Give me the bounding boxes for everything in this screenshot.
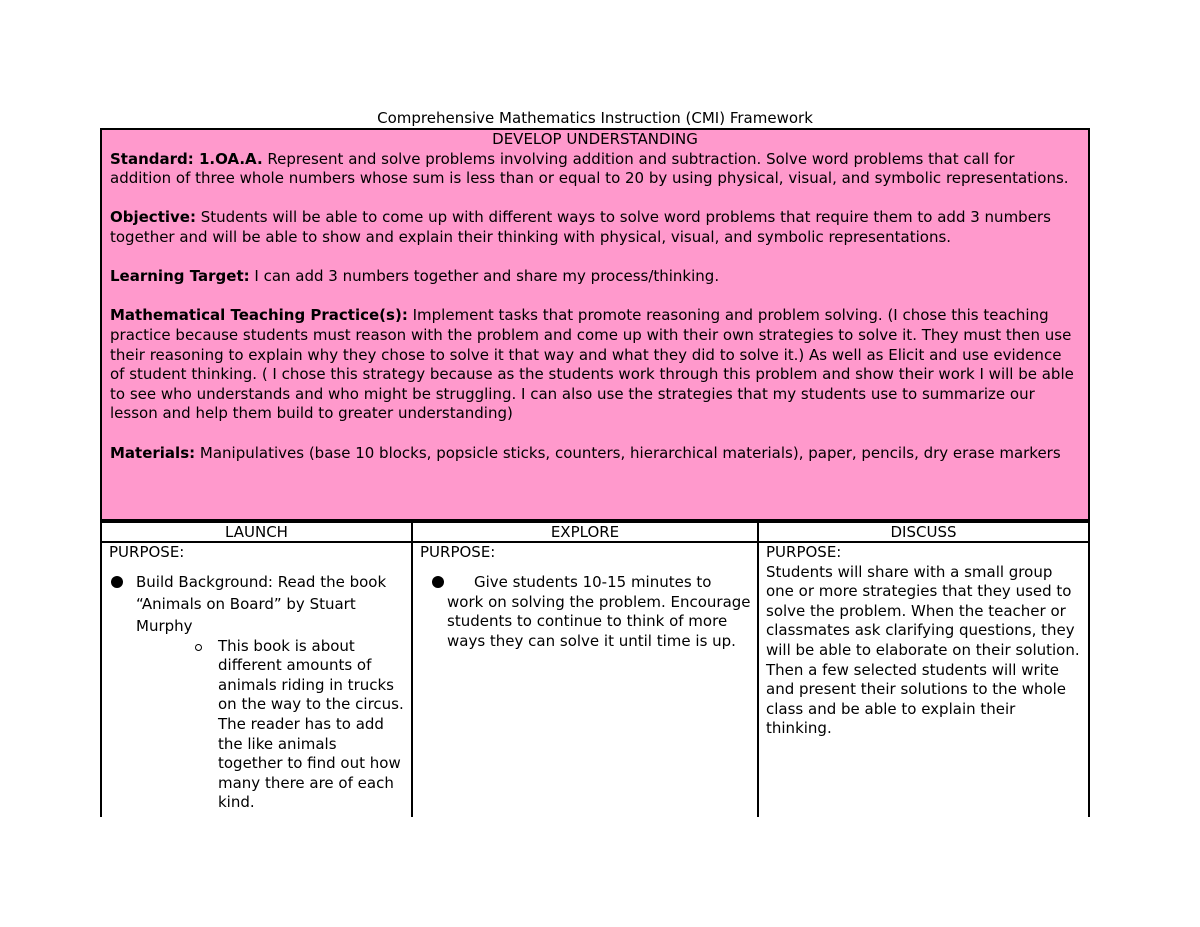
explore-column <box>413 521 759 817</box>
learning-target-paragraph <box>110 267 1080 287</box>
explore-bullet-item <box>420 571 751 652</box>
objective-text: Students will be able to come up with different ways to solve word problems that require them to add 3 numbers together and will be able to show and explain their thinking with physical, visual, and symbolic representations. <box>110 208 1051 246</box>
explore-bullet-first-line: Give students 10-15 minutes to <box>474 572 712 591</box>
bullet-icon <box>111 576 123 588</box>
document-title: Comprehensive Mathematics Instruction (CMI) Framework <box>377 109 813 127</box>
standard-label: Standard: 1.OA.A. <box>110 149 263 168</box>
discuss-purpose-label: PURPOSE: <box>766 543 842 561</box>
materials-paragraph <box>110 444 1080 464</box>
standard-text: Represent and solve problems involving addition and subtraction. Solve word problems that call for addition of three whole numbers whose sum is less than or equal to 20 by using physical, visual, and symbolic representations. <box>110 149 1069 188</box>
launch-column <box>102 521 413 817</box>
materials-label: Materials: <box>110 443 196 462</box>
launch-bullet-text: Build Background: Read the book “Animals on Board” by Stuart Murphy <box>136 572 387 635</box>
explore-header: EXPLORE <box>413 521 757 543</box>
explore-purpose-label: PURPOSE: <box>420 543 496 561</box>
learning-target-label: Learning Target: <box>110 267 250 286</box>
objective-label: Objective: <box>110 208 196 227</box>
section-heading: DEVELOP UNDERSTANDING <box>492 130 698 148</box>
launch-header: LAUNCH <box>102 521 411 543</box>
bullet-icon <box>432 576 444 588</box>
launch-sub-bullet-item <box>109 637 405 813</box>
teaching-practice-paragraph <box>110 306 1080 424</box>
teaching-practice-text: Implement tasks that promote reasoning and problem solving. (I chose this teaching practice because students must reason with the problem and come up with their own strategies to solve it. They must then use their reasoning to explain why they chose to solve it that way and what they did to solve it.) As well as Elicit and use evidence of student thinking. ( I chose this strategy because as the students work through this problem and show their work I will be able to see who understands and who might be struggling. I can also use the strategies that my students use to summarize our lesson and help them build to greater understanding) <box>110 306 1074 423</box>
discuss-header: DISCUSS <box>759 521 1088 543</box>
discuss-text: Students will share with a small group one or more strategies that they used to solve the problem. When the teacher or classmates ask clarifying questions, they will be able to elaborate on their solution. Then a few selected students will write and present their solutions to the whole class and be able to explain their thinking. <box>766 562 1080 738</box>
explore-bullet-rest: work on solving the problem. Encourage students to continue to think of more ways they can solve it until time is up. <box>447 592 751 650</box>
lesson-phases-table <box>100 521 1090 817</box>
launch-bullet-item <box>109 571 405 637</box>
launch-purpose-label: PURPOSE: <box>109 543 185 561</box>
standard-paragraph <box>110 150 1080 189</box>
materials-text: Manipulatives (base 10 blocks, popsicle sticks, counters, hierarchical materials), paper, pencils, dry erase markers <box>195 443 1061 462</box>
develop-understanding-section <box>100 128 1090 521</box>
launch-sub-bullet-text: This book is about different amounts of animals riding in trucks on the way to the circus. The reader has to add the like animals together to find out how many there are of each kind. <box>218 636 404 812</box>
hollow-circle-icon <box>195 644 202 651</box>
discuss-column <box>759 521 1088 817</box>
learning-target-text: I can add 3 numbers together and share my process/thinking. <box>249 267 720 286</box>
objective-paragraph <box>110 208 1080 247</box>
teaching-practice-label: Mathematical Teaching Practice(s): <box>110 306 408 325</box>
